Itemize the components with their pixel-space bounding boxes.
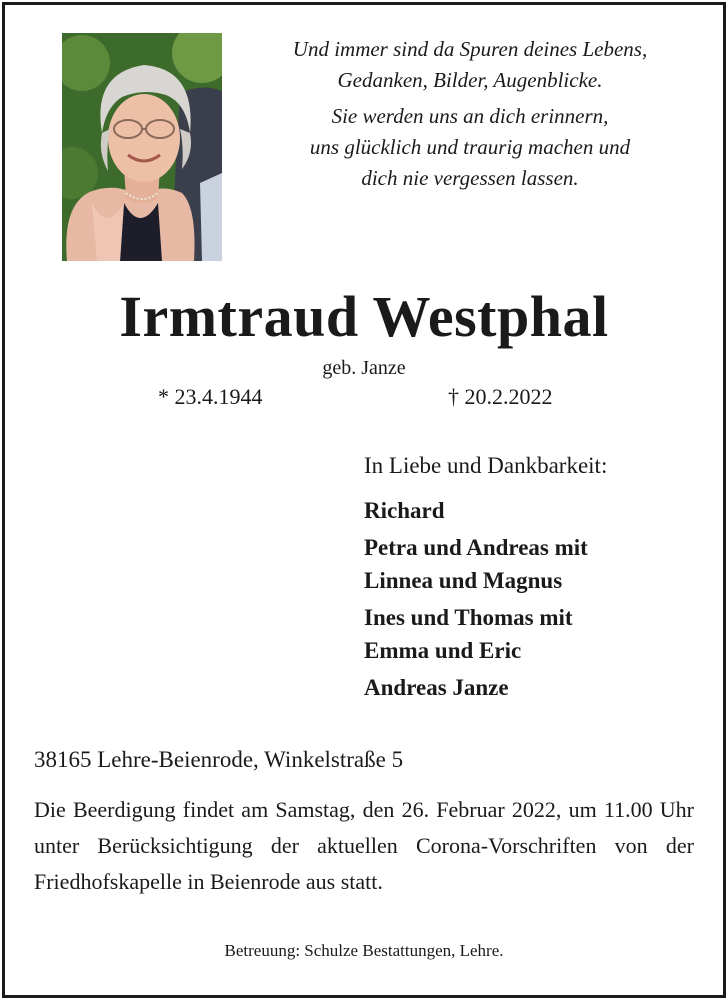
poem-stanza-1 [240, 34, 700, 96]
mourner-line: Petra und Andreas mit [364, 535, 588, 560]
mourner-line: Linnea und Magnus [364, 568, 563, 593]
mourner-entry [364, 531, 588, 597]
mourner-entry [364, 601, 588, 667]
address: 38165 Lehre-Beienrode, Winkelstraße 5 [34, 747, 404, 772]
mourners-intro: In Liebe und Dankbarkeit: [364, 453, 608, 478]
poem-line: dich nie vergessen lassen. [361, 166, 579, 190]
poem-line: Gedanken, Bilder, Augenblicke. [337, 68, 603, 92]
mourner-line: Emma und Eric [364, 638, 522, 663]
mourner-line: Richard [364, 498, 445, 523]
funeral-home-credit: Betreuung: Schulze Bestattungen, Lehre. [224, 941, 504, 960]
death-date: † 20.2.2022 [448, 384, 553, 409]
birth-date: * 23.4.1944 [158, 384, 263, 409]
maiden-name: geb. Janze [322, 357, 406, 379]
poem-line: Sie werden uns an dich erinnern, [331, 104, 609, 128]
mourner-line: Andreas Janze [364, 675, 509, 700]
funeral-notice: Die Beerdigung findet am Samstag, den 26. Februar 2022, um 11.00 Uhr unter Berücksichtigung der aktuellen Corona-Vorschriften von der Friedhofskapelle in Beienrode aus statt. [34, 797, 694, 894]
poem [240, 34, 700, 194]
mourner-entry [364, 671, 588, 704]
poem-line: Und immer sind da Spuren deines Lebens, [292, 37, 648, 61]
poem-line: uns glücklich und traurig machen und [309, 135, 631, 159]
mourners-list [364, 494, 588, 704]
portrait-photo [62, 33, 222, 261]
mourner-line: Ines und Thomas mit [364, 605, 573, 630]
mourner-entry [364, 494, 588, 527]
poem-stanza-2 [240, 101, 700, 194]
deceased-name: Irmtraud Westphal [119, 284, 609, 349]
